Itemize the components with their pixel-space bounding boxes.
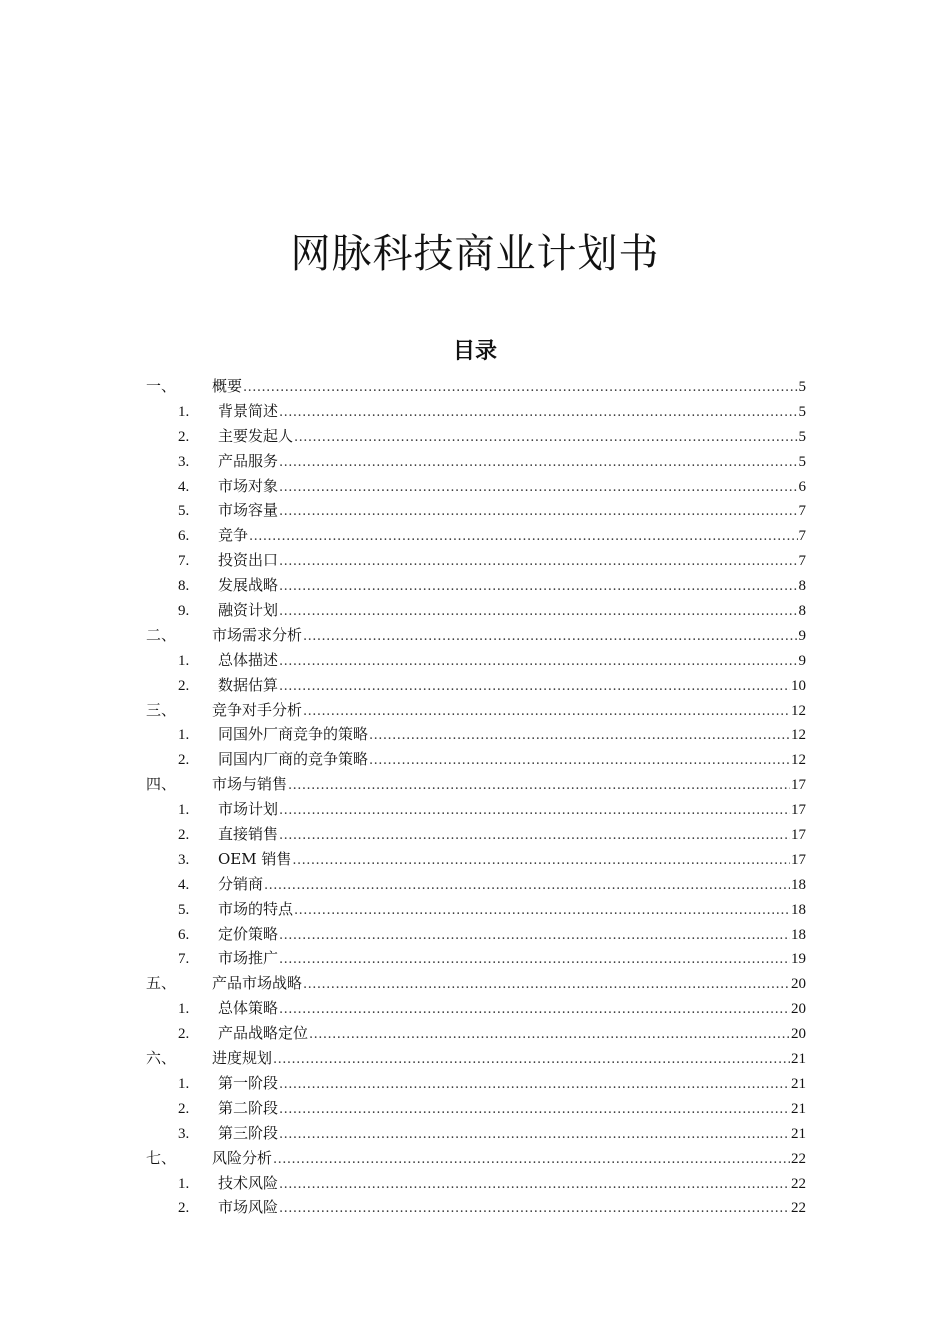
toc-entry-page-number: 21	[791, 1051, 806, 1068]
toc-entry-number: 6.	[178, 528, 190, 545]
toc-dot-leader	[279, 675, 790, 698]
toc-entry-page-number: 22	[791, 1175, 806, 1192]
toc-subsection-entry[interactable]	[146, 573, 806, 598]
toc-entry-number: 1.	[178, 1075, 190, 1092]
toc-dot-leader	[279, 1073, 790, 1096]
toc-entry-number: 1.	[178, 403, 190, 420]
toc-entry-label: 背景简述	[218, 401, 279, 420]
document-title: 网脉科技商业计划书	[290, 231, 660, 277]
toc-section-entry[interactable]	[146, 971, 806, 996]
toc-entry-number: 3.	[178, 1125, 190, 1142]
toc-entry-label: 竞争	[218, 526, 249, 545]
toc-subsection-entry[interactable]	[146, 922, 806, 947]
toc-entry-page-number: 5	[798, 379, 806, 395]
toc-entry-number: 3.	[178, 453, 190, 470]
toc-entry-label: 市场的特点	[218, 899, 294, 918]
toc-entry-label: 产品市场战略	[212, 974, 303, 993]
toc-subsection-entry[interactable]	[146, 598, 806, 623]
toc-entry-number: 9.	[178, 603, 190, 620]
toc-entry-page-number: 17	[791, 802, 806, 819]
toc-entry-label: 产品服务	[218, 451, 279, 470]
toc-entry-label: 市场对象	[218, 476, 279, 495]
table-of-contents	[146, 374, 806, 1220]
toc-dot-leader	[279, 600, 797, 623]
toc-entry-number: 六、	[146, 1049, 177, 1068]
toc-dot-leader	[243, 376, 797, 399]
toc-dot-leader	[279, 1123, 790, 1146]
toc-dot-leader	[292, 849, 790, 872]
toc-entry-page-number: 17	[791, 827, 806, 844]
toc-entry-page-number: 18	[791, 876, 806, 893]
toc-section-entry[interactable]	[146, 772, 806, 797]
toc-entry-page-number: 7	[798, 528, 806, 545]
toc-entry-label: 技术风险	[218, 1173, 279, 1192]
toc-entry-page-number: 12	[791, 727, 806, 744]
toc-entry-page-number: 18	[791, 901, 806, 918]
toc-dot-leader	[279, 1197, 790, 1220]
toc-entry-number: 1.	[178, 727, 190, 744]
toc-entry-label: 主要发起人	[218, 426, 294, 445]
toc-entry-number: 2.	[178, 827, 190, 844]
toc-section-entry[interactable]	[146, 623, 806, 648]
toc-subsection-entry[interactable]	[146, 1171, 806, 1196]
toc-entry-page-number: 10	[791, 677, 806, 694]
toc-entry-page-number: 21	[791, 1125, 806, 1142]
toc-subsection-entry[interactable]	[146, 673, 806, 698]
toc-entry-label: 市场与销售	[212, 775, 288, 794]
toc-subsection-entry[interactable]	[146, 424, 806, 449]
toc-entry-number: 1.	[178, 652, 190, 669]
toc-entry-page-number: 9	[798, 652, 806, 669]
toc-entry-number: 五、	[146, 974, 177, 993]
toc-entry-label: 市场计划	[218, 800, 279, 819]
toc-dot-leader	[309, 1023, 790, 1046]
toc-dot-leader	[279, 924, 790, 947]
toc-section-entry[interactable]	[146, 374, 806, 399]
toc-subsection-entry[interactable]	[146, 1096, 806, 1121]
toc-section-entry[interactable]	[146, 1146, 806, 1171]
toc-entry-page-number: 5	[798, 428, 806, 445]
toc-dot-leader	[279, 1173, 790, 1196]
toc-entry-page-number: 5	[798, 453, 806, 470]
toc-entry-label: 市场需求分析	[212, 625, 303, 644]
toc-dot-leader	[369, 749, 790, 772]
toc-dot-leader	[249, 525, 797, 548]
toc-entry-label: 市场容量	[218, 501, 279, 520]
toc-entry-label: 数据估算	[218, 675, 279, 694]
toc-entry-label: 第三阶段	[218, 1123, 279, 1142]
toc-dot-leader	[279, 650, 797, 673]
toc-entry-label: 概要	[212, 377, 243, 395]
toc-dot-leader	[279, 575, 797, 598]
toc-entry-number: 二、	[146, 625, 177, 644]
toc-dot-leader	[279, 500, 797, 523]
toc-entry-label: 同国外厂商竞争的策略	[218, 725, 369, 744]
toc-entry-page-number: 17	[791, 851, 806, 868]
toc-entry-number: 七、	[146, 1148, 177, 1167]
toc-dot-leader	[303, 625, 797, 648]
toc-dot-leader	[279, 401, 797, 424]
toc-subsection-entry[interactable]	[146, 548, 806, 573]
toc-subsection-entry[interactable]	[146, 648, 806, 673]
toc-entry-label: 风险分析	[212, 1148, 273, 1167]
toc-dot-leader	[273, 1148, 790, 1171]
toc-subsection-entry[interactable]	[146, 822, 806, 847]
toc-dot-leader	[294, 426, 797, 449]
toc-entry-number: 2.	[178, 752, 190, 769]
toc-entry-page-number: 9	[798, 627, 806, 644]
toc-dot-leader	[279, 476, 797, 499]
toc-dot-leader	[264, 874, 790, 897]
toc-entry-label: 定价策略	[218, 924, 279, 943]
toc-entry-number: 4.	[178, 478, 190, 495]
toc-subsection-entry[interactable]	[146, 897, 806, 922]
toc-dot-leader	[303, 700, 790, 723]
toc-subsection-entry[interactable]	[146, 498, 806, 523]
toc-dot-leader	[279, 1098, 790, 1121]
toc-entry-number: 四、	[146, 775, 177, 794]
toc-entry-number: 1.	[178, 1001, 190, 1018]
toc-entry-page-number: 5	[798, 403, 806, 420]
toc-subsection-entry[interactable]	[146, 847, 806, 872]
toc-dot-leader	[279, 998, 790, 1021]
toc-entry-page-number: 8	[798, 578, 806, 595]
toc-entry-label: 第二阶段	[218, 1098, 279, 1117]
toc-subsection-entry[interactable]	[146, 1121, 806, 1146]
toc-entry-label: 进度规划	[212, 1049, 273, 1068]
toc-subsection-entry[interactable]	[146, 1195, 806, 1220]
toc-entry-page-number: 20	[791, 1026, 806, 1043]
toc-subsection-entry[interactable]	[146, 1021, 806, 1046]
toc-dot-leader	[279, 948, 790, 971]
toc-entry-number: 1.	[178, 1175, 190, 1192]
toc-dot-leader	[273, 1048, 790, 1071]
toc-dot-leader	[279, 451, 797, 474]
toc-section-entry[interactable]	[146, 1046, 806, 1071]
toc-entry-label: 总体策略	[218, 999, 279, 1018]
toc-entry-label: 总体描述	[218, 650, 279, 669]
toc-entry-label: 产品战略定位	[218, 1024, 309, 1043]
toc-entry-page-number: 8	[798, 603, 806, 620]
toc-entry-page-number: 21	[791, 1075, 806, 1092]
toc-subsection-entry[interactable]	[146, 474, 806, 499]
toc-subsection-entry[interactable]	[146, 722, 806, 747]
toc-entry-label: 市场推广	[218, 949, 279, 968]
toc-entry-page-number: 12	[791, 752, 806, 769]
toc-dot-leader	[294, 899, 790, 922]
toc-entry-number: 4.	[178, 876, 190, 893]
toc-entry-page-number: 12	[791, 702, 806, 719]
toc-entry-page-number: 7	[798, 553, 806, 570]
toc-entry-number: 2.	[178, 677, 190, 694]
toc-entry-label: 发展战略	[218, 576, 279, 595]
toc-dot-leader	[369, 724, 790, 747]
toc-entry-number: 6.	[178, 926, 190, 943]
toc-entry-number: 7.	[178, 553, 190, 570]
toc-entry-number: 2.	[178, 1100, 190, 1117]
toc-subsection-entry[interactable]	[146, 523, 806, 548]
toc-entry-number: 2.	[178, 428, 190, 445]
toc-entry-label: 竞争对手分析	[212, 700, 303, 719]
toc-entry-number: 2.	[178, 1200, 190, 1217]
toc-dot-leader	[279, 824, 790, 847]
toc-entry-page-number: 17	[791, 777, 806, 794]
toc-entry-number: 3.	[178, 851, 190, 868]
toc-entry-page-number: 20	[791, 976, 806, 993]
toc-entry-number: 1.	[178, 802, 190, 819]
toc-entry-label: 融资计划	[218, 601, 279, 620]
toc-entry-page-number: 22	[791, 1150, 806, 1167]
toc-entry-label: 市场风险	[218, 1198, 279, 1217]
toc-entry-label: 直接销售	[218, 825, 279, 844]
toc-entry-page-number: 20	[791, 1001, 806, 1018]
toc-subsection-entry[interactable]	[146, 872, 806, 897]
toc-subsection-entry[interactable]	[146, 449, 806, 474]
toc-subsection-entry[interactable]	[146, 399, 806, 424]
toc-entry-label: 分销商	[218, 874, 264, 893]
toc-dot-leader	[288, 774, 790, 797]
toc-entry-number: 5.	[178, 901, 190, 918]
toc-subsection-entry[interactable]	[146, 747, 806, 772]
toc-entry-number: 一、	[146, 377, 177, 395]
toc-entry-label: 第一阶段	[218, 1073, 279, 1092]
toc-entry-number: 三、	[146, 700, 177, 719]
toc-entry-label: OEM 销售	[218, 849, 292, 868]
toc-heading: 目录	[452, 338, 497, 364]
toc-entry-page-number: 7	[798, 503, 806, 520]
toc-dot-leader	[303, 973, 790, 996]
toc-subsection-entry[interactable]	[146, 996, 806, 1021]
toc-dot-leader	[279, 799, 790, 822]
toc-entry-number: 8.	[178, 578, 190, 595]
toc-subsection-entry[interactable]	[146, 797, 806, 822]
toc-entry-page-number: 21	[791, 1100, 806, 1117]
toc-dot-leader	[279, 550, 797, 573]
toc-entry-page-number: 18	[791, 926, 806, 943]
toc-entry-page-number: 19	[791, 951, 806, 968]
toc-entry-label: 投资出口	[218, 551, 279, 570]
toc-section-entry[interactable]	[146, 698, 806, 723]
toc-entry-number: 5.	[178, 503, 190, 520]
toc-entry-number: 7.	[178, 951, 190, 968]
toc-subsection-entry[interactable]	[146, 946, 806, 971]
toc-entry-number: 2.	[178, 1026, 190, 1043]
toc-entry-page-number: 22	[791, 1200, 806, 1217]
toc-entry-label: 同国内厂商的竞争策略	[218, 750, 369, 769]
toc-entry-page-number: 6	[798, 478, 806, 495]
toc-subsection-entry[interactable]	[146, 1071, 806, 1096]
